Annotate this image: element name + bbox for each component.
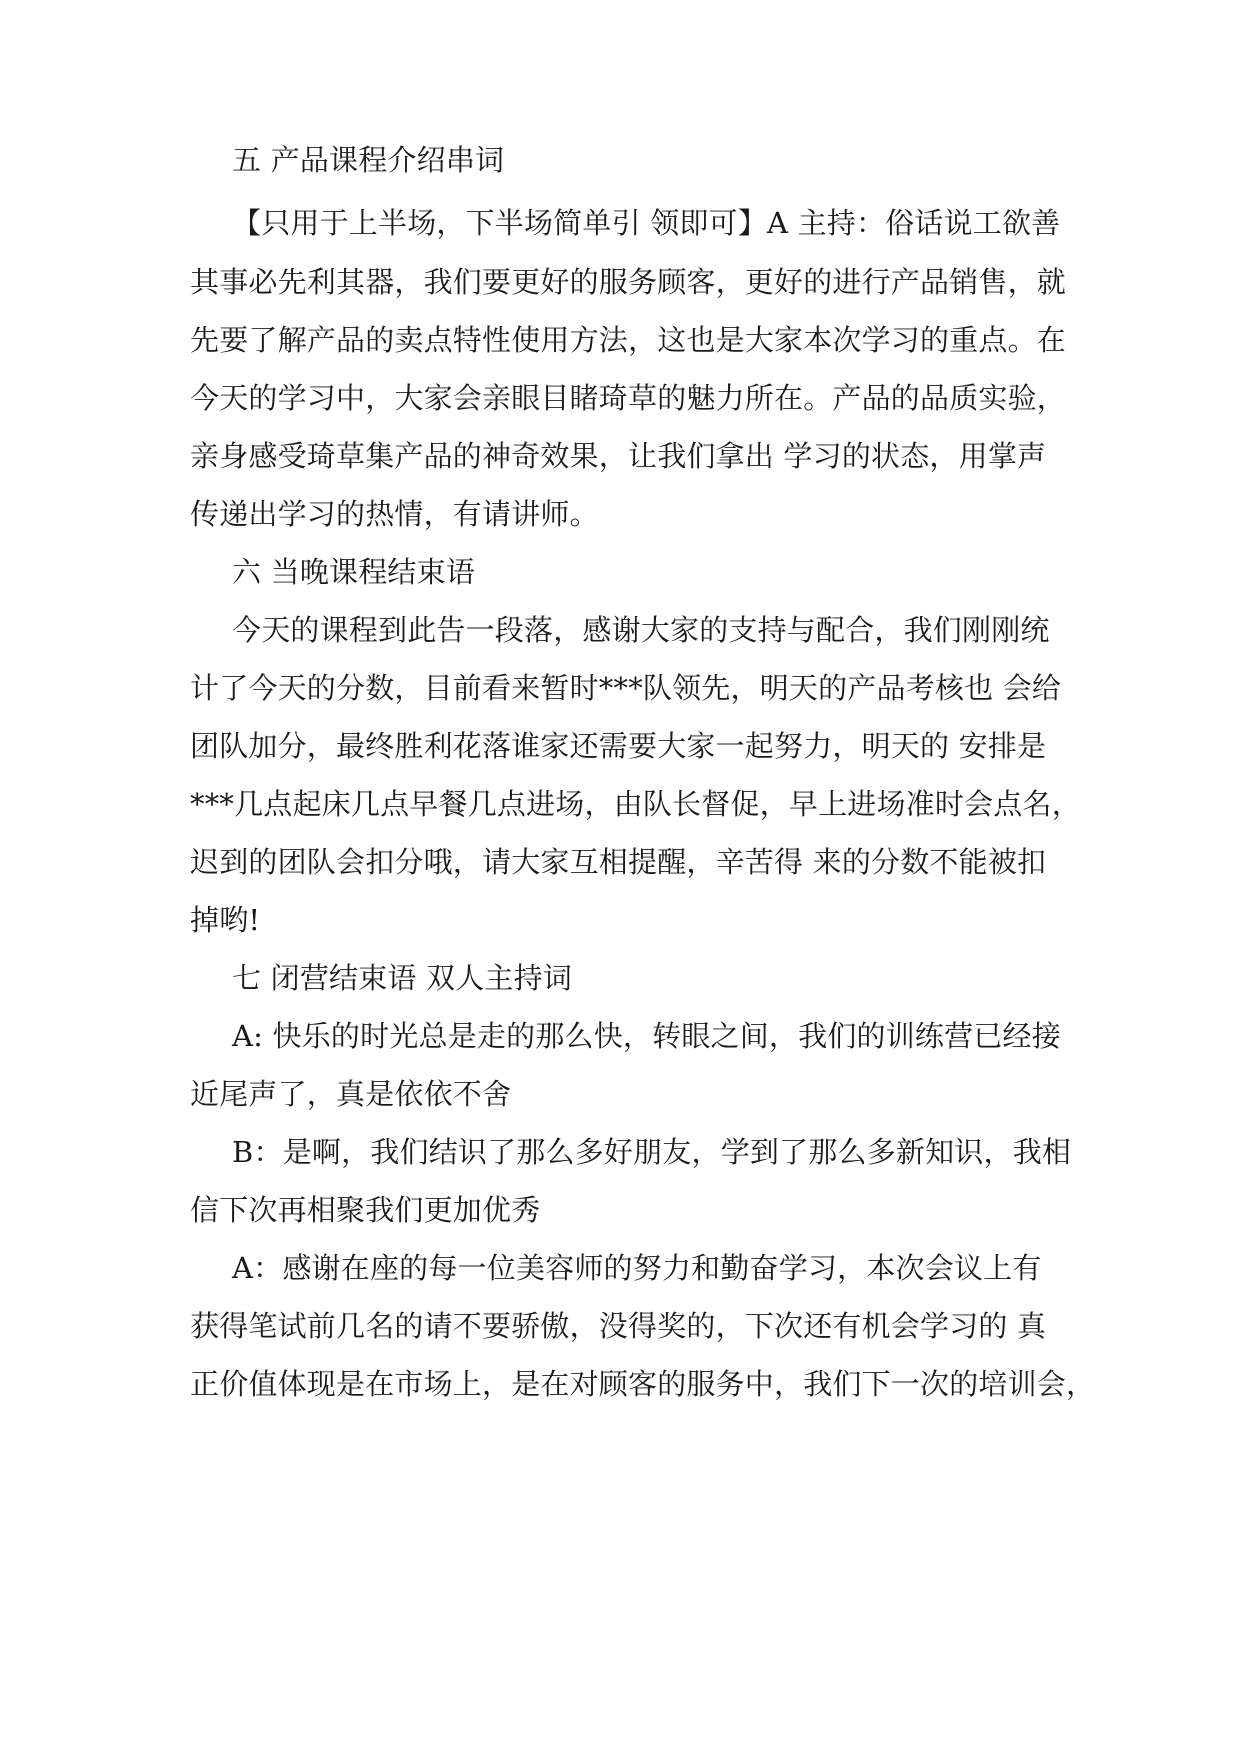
paragraph-line: 今天的学习中，大家会亲眼目睹琦草的魅力所在。产品的品质实验， [190, 381, 1067, 415]
paragraph-line: B：是啊，我们结识了那么多好朋友，学到了那么多新知识，我相 [232, 1135, 1072, 1169]
paragraph-line: 【只用于上半场，下半场简单引 领即可】A 主持：俗话说工欲善 [232, 206, 1061, 240]
paragraph-line: A: 快乐的时光总是走的那么快，转眼之间，我们的训练营已经接 [232, 1019, 1061, 1053]
paragraph-line: 计了今天的分数，目前看来暂时***队领先，明天的产品考核也 会给 [190, 671, 1062, 705]
paragraph-line: 掉哟! [190, 903, 261, 937]
paragraph-line: 先要了解产品的卖点特性使用方法，这也是大家本次学习的重点。在 [190, 323, 1067, 357]
paragraph-line: 迟到的团队会扣分哦，请大家互相提醒，辛苦得 来的分数不能被扣 [190, 845, 1047, 879]
paragraph-line: 传递出学习的热情，有请讲师。 [190, 497, 599, 531]
paragraph-line: 正价值体现是在市场上，是在对顾客的服务中，我们下一次的培训会， [190, 1367, 1096, 1401]
section-heading: 五 产品课程介绍串词 [232, 143, 505, 177]
paragraph-line: 近尾声了，真是依依不舍 [190, 1077, 512, 1111]
paragraph-line: 其事必先利其器，我们要更好的服务顾客，更好的进行产品销售，就 [190, 265, 1067, 299]
paragraph-line: ***几点起床几点早餐几点进场，由队长督促，早上进场准时会点名， [190, 787, 1081, 821]
paragraph-line: 团队加分，最终胜利花落谁家还需要大家一起努力，明天的 安排是 [190, 729, 1047, 763]
paragraph-line: 获得笔试前几名的请不要骄傲，没得奖的，下次还有机会学习的 真 [190, 1309, 1047, 1343]
paragraph-line: 亲身感受琦草集产品的神奇效果，让我们拿出 学习的状态，用掌声 [190, 439, 1047, 473]
paragraph-line: A：感谢在座的每一位美容师的努力和勤奋学习，本次会议上有 [232, 1251, 1042, 1285]
paragraph-line: 今天的课程到此告一段落，感谢大家的支持与配合，我们刚刚统 [232, 613, 1050, 647]
paragraph-line: 信下次再相聚我们更加优秀 [190, 1193, 541, 1227]
section-heading: 六 当晚课程结束语 [232, 555, 476, 589]
section-heading: 七 闭营结束语 双人主持词 [232, 961, 573, 995]
